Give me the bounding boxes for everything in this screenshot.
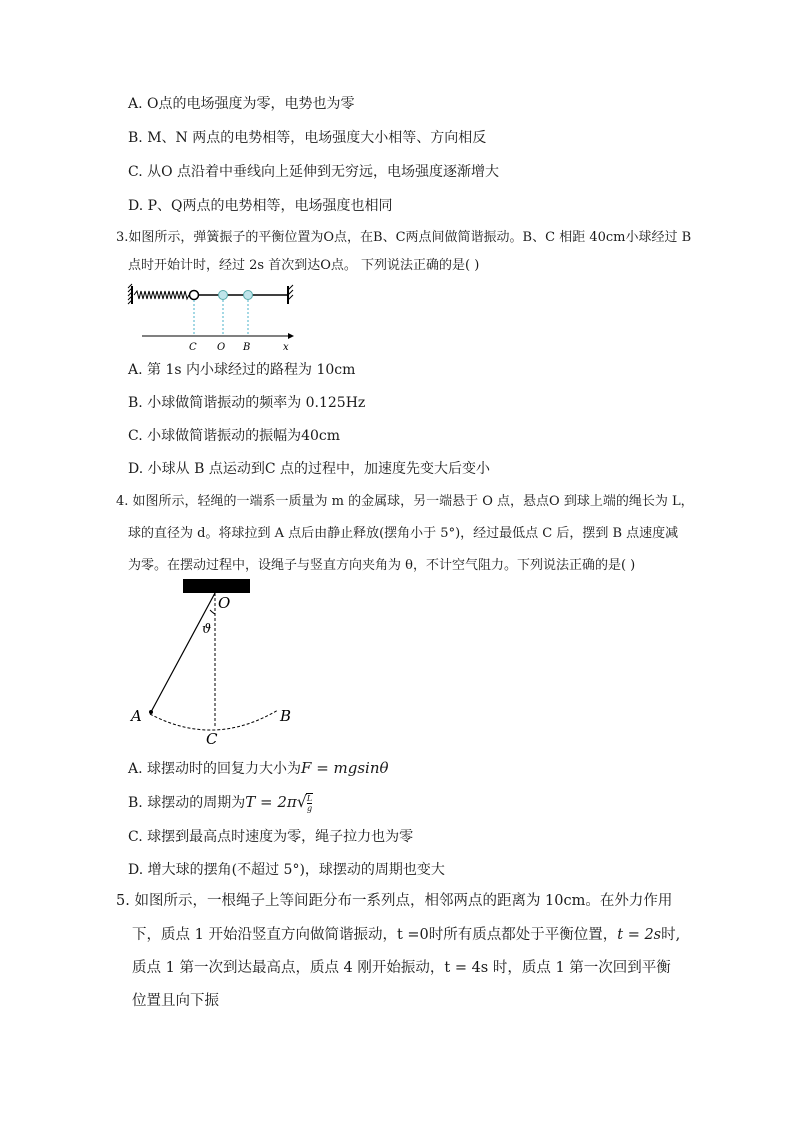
q5-line3: 质点 1 第一次到达最高点，质点 4 刚开始振动，t = 4s 时，质点 1 第一次回到平衡 xyxy=(132,960,671,976)
q3-option-a: A. 第 1s 内小球经过的路程为 10cm xyxy=(128,362,356,378)
q2-option-b: B. M、N 两点的电势相等，电场强度大小相等、方向相反 xyxy=(128,130,487,146)
q3-stem-line2: 点时开始计时，经过 2s 首次到达O点。 下列说法正确的是( ) xyxy=(128,258,480,273)
q2-option-c: C. 从O 点沿着中垂线向上延伸到无穷远，电场强度逐渐增大 xyxy=(128,164,500,180)
q4-option-b-text: B. 球摆动的周期为 xyxy=(128,795,246,811)
q5-line2-b: 时, xyxy=(661,927,681,943)
q5-line4: 位置且向下振 xyxy=(132,993,219,1009)
pendulum-figure xyxy=(128,578,308,748)
fraction xyxy=(306,793,313,813)
ball-c xyxy=(190,291,199,300)
q5-line2-a: 下，质点 1 开始沿竖直方向做简谐振动，t =0时所有质点都处于平衡位置， xyxy=(132,927,618,943)
label-o: O xyxy=(218,594,231,612)
fraction-den: g xyxy=(307,804,313,813)
q4-option-a xyxy=(128,758,389,779)
spring-icon xyxy=(134,291,189,299)
label-b: B xyxy=(280,707,292,725)
q2-option-a: A. O点的电场强度为零，电势也为零 xyxy=(128,96,355,112)
q4-stem-line2: 球的直径为 d。将球拉到 A 点后由静止释放(摆角小于 5°)，经过最低点 C 后，摆到 B 点速度减 xyxy=(128,526,679,541)
label-c: C xyxy=(206,730,218,748)
q4-option-a-text: A. 球摆动时的回复力大小为 xyxy=(128,761,302,777)
q4-option-b xyxy=(128,792,313,816)
q4-option-b-formula: T = 2π xyxy=(245,793,297,811)
q5-line1: 5. 如图所示，一根绳子上等间距分布一系列点，相邻两点的距离为 10cm。在外力作用 xyxy=(116,893,673,909)
q3-stem-line1: 3.如图所示，弹簧振子的平衡位置为O点，在B、C两点间做简谐振动。B、C 相距 40cm小球经过 B xyxy=(116,230,692,245)
ceiling-support xyxy=(183,579,250,593)
ball-a xyxy=(149,710,153,714)
label-a: A xyxy=(131,707,142,725)
ball-b xyxy=(244,291,253,300)
q5-line2-formula: t = 2s xyxy=(617,927,662,943)
q3-option-c: C. 小球做简谐振动的振幅为40cm xyxy=(128,428,341,444)
q3-option-d: D. 小球从 B 点运动到C 点的过程中，加速度先变大后变小 xyxy=(128,461,490,477)
q3-option-b: B. 小球做简谐振动的频率为 0.125Hz xyxy=(128,395,366,411)
q4-option-c: C. 球摆到最高点时速度为零，绳子拉力也为零 xyxy=(128,829,414,845)
fraction-num: L xyxy=(306,794,313,803)
q4-stem-line1: 4. 如图所示，轻绳的一端系一质量为 m 的金属球，另一端悬于 O 点，悬点O 到球上端的绳长为 L， xyxy=(116,494,694,509)
q5-line2 xyxy=(132,925,680,945)
q2-option-d: D. P、Q两点的电势相等，电场强度也相同 xyxy=(128,198,393,214)
label-b: B xyxy=(243,342,251,353)
q4-stem-line3: 为零。在摆动过程中，设绳子与竖直方向夹角为 θ，不计空气阻力。下列说法正确的是( ) xyxy=(128,558,636,573)
label-c: C xyxy=(189,342,197,353)
label-o: O xyxy=(217,342,226,353)
label-theta: ϑ xyxy=(202,622,212,637)
ball-o xyxy=(219,291,228,300)
sqrt-symbol: √ xyxy=(296,792,307,811)
spring-oscillator-figure xyxy=(128,284,303,354)
q4-option-a-formula: F = mgsinθ xyxy=(301,759,389,777)
label-x: x xyxy=(283,342,289,353)
q4-option-d: D. 增大球的摆角(不超过 5°)，球摆动的周期也变大 xyxy=(128,862,445,878)
